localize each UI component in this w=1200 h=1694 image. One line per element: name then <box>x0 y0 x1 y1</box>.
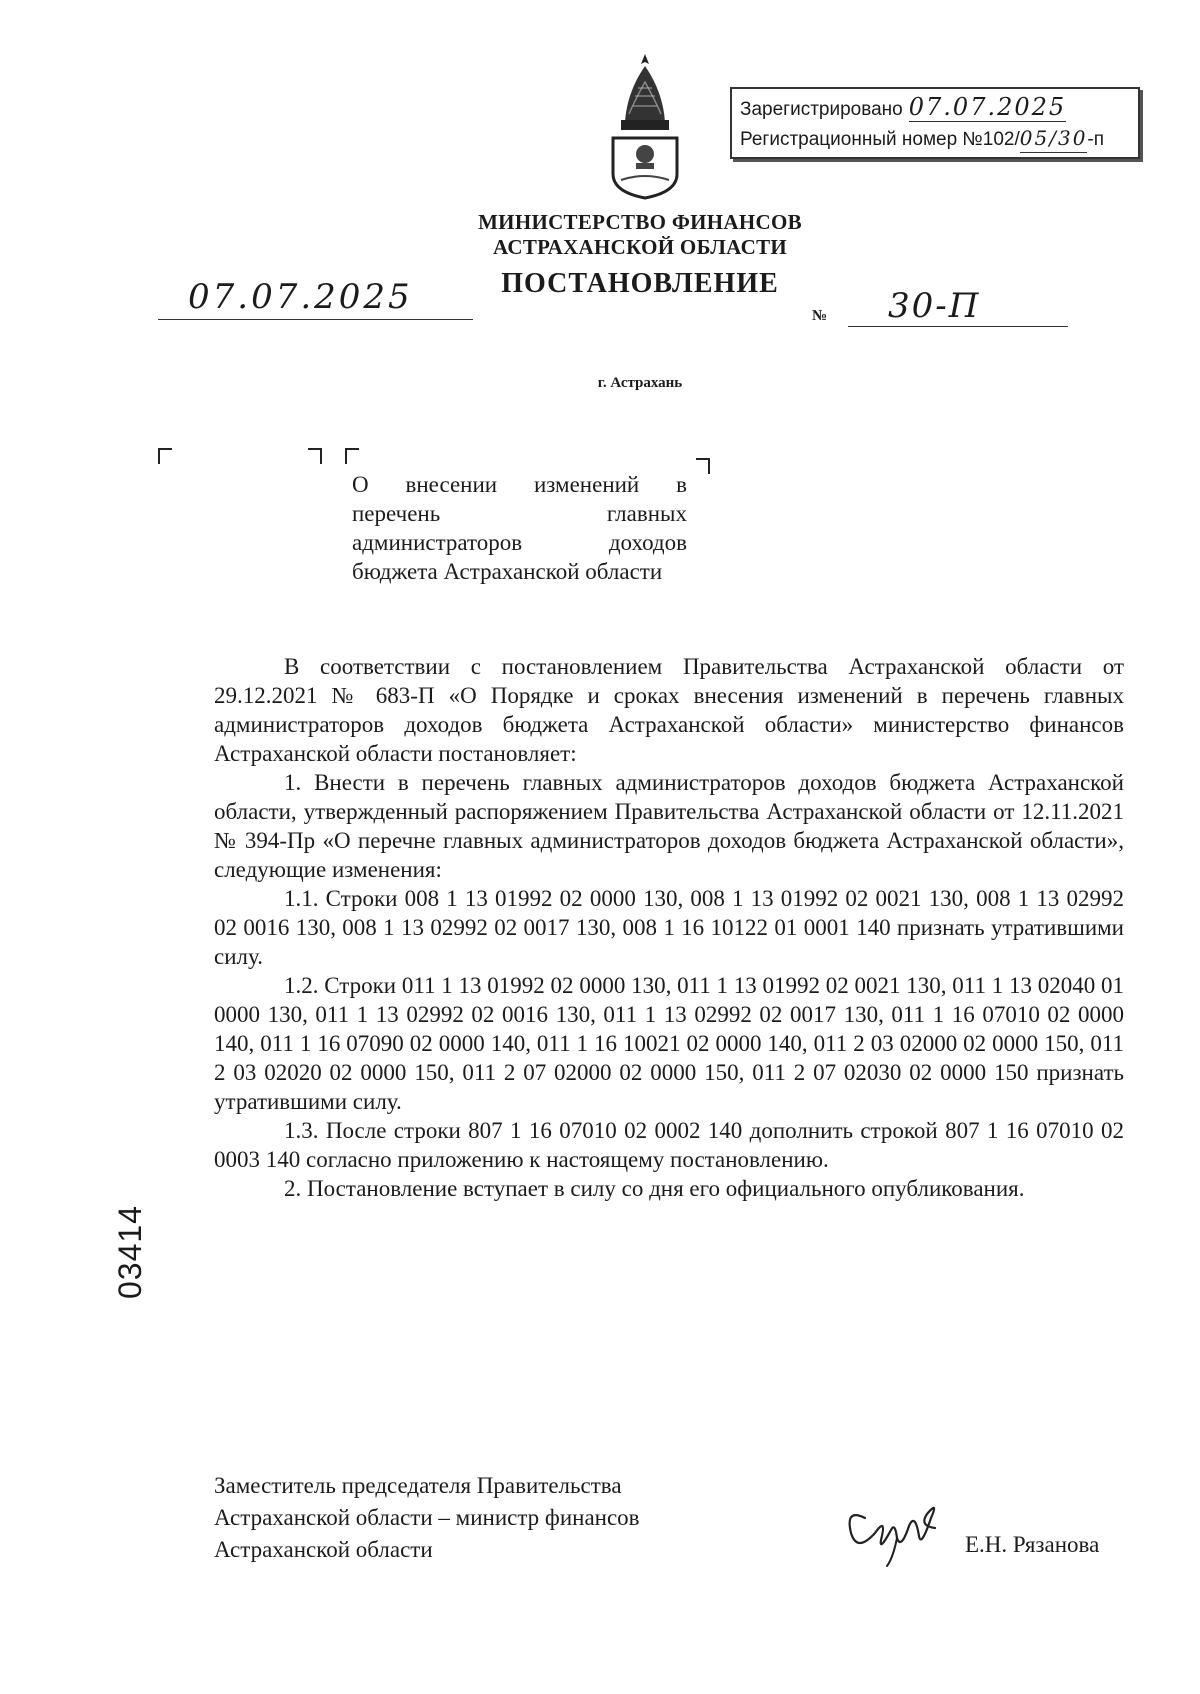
city-line: г. Астрахань <box>597 375 683 391</box>
coat-of-arms-emblem <box>605 52 685 202</box>
body-paragraph: 2. Постановление вступает в силу со дня его официального опубликования. <box>284 1176 1025 1201</box>
stamp-number-label: Регистрационный номер №102/ <box>740 129 1020 150</box>
document-subject: О внесении изменений в перечень главных администраторов доходов бюджета Астраханской области <box>352 472 687 584</box>
handwritten-signature <box>835 1478 955 1568</box>
body-paragraph: 1. Внести в перечень главных администраторов доходов бюджета Астраханской области, утвержденный распоряжением Правительства Астраханской области от 12.11.2021 № 394-Пр «О перечне главных администраторов доходов бюджета Астраханской области», следующие изменения: <box>214 770 1124 882</box>
body-paragraph: 1.1. Строки 008 1 13 01992 02 0000 130, 008 1 13 01992 02 0021 130, 008 1 13 02992 02 0016 130, 008 1 13 02992 02 0017 130, 008 1 16 10122 01 0001 140 признать утратившими силу. <box>214 886 1124 969</box>
bracket-corner-mark <box>308 448 322 464</box>
bracket-corner-mark <box>345 448 359 464</box>
stamp-number-row <box>740 124 1130 154</box>
signer-position-line: Заместитель председателя Правительства <box>214 1473 622 1498</box>
number-field <box>848 286 1068 327</box>
document-date: 07.07.2025 <box>188 277 413 317</box>
document-number: 30-П <box>888 286 981 326</box>
signer-name: Е.Н. Рязанова <box>965 1532 1100 1557</box>
body-paragraph: В соответствии с постановлением Правительства Астраханской области от 29.12.2021 № 683-П «О Порядке и сроках внесения изменений в перечень главных администраторов доходов бюджета Астраханской области» министерство финансов Астраханской области постановляет: <box>214 654 1124 766</box>
stamp-number-suffix: -п <box>1087 129 1105 150</box>
stamp-number-value: 05/30 <box>1020 124 1088 153</box>
date-field <box>158 277 473 320</box>
ministry-line-1: МИНИСТЕРСТВО ФИНАНСОВ <box>478 210 802 234</box>
side-registration-number: 03414 <box>112 1205 148 1299</box>
signer-position-line: Астраханской области – министр финансов <box>214 1505 640 1530</box>
stamp-registered-date: 07.07.2025 <box>908 93 1067 121</box>
document-title: ПОСТАНОВЛЕНИЕ <box>501 268 779 299</box>
body-paragraph: 1.3. После строки 807 1 16 07010 02 0002 140 дополнить строкой 807 1 16 07010 02 0003 140 согласно приложению к настоящему постановлению. <box>214 1118 1124 1172</box>
stamp-registered-row <box>740 93 1130 124</box>
stamp-registered-label: Зарегистрировано <box>740 99 903 120</box>
registration-stamp <box>730 87 1140 159</box>
signer-position <box>214 1470 774 1566</box>
body-paragraph: 1.2. Строки 011 1 13 01992 02 0000 130, 011 1 13 01992 02 0021 130, 011 1 13 02040 01 0000 130, 011 1 13 02992 02 0016 130, 011 1 13 02992 02 0017 130, 011 1 16 07010 02 0000 140, 011 1 16 07090 02 0000 140, 011 1 16 10021 02 0000 140, 011 2 03 02000 02 0000 150, 011 2 03 02020 02 0000 150, 011 2 07 02000 02 0000 150, 011 2 07 02030 02 0000 150 признать утратившими силу. <box>214 973 1124 1114</box>
bracket-corner-mark <box>158 448 172 464</box>
bracket-corner-mark <box>696 458 710 474</box>
document-body <box>214 652 1124 1203</box>
signer-position-line: Астраханской области <box>214 1537 433 1562</box>
ministry-line-2: АСТРАХАНСКОЙ ОБЛАСТИ <box>492 235 788 259</box>
number-label: № <box>812 308 828 324</box>
ministry-name <box>420 210 860 260</box>
